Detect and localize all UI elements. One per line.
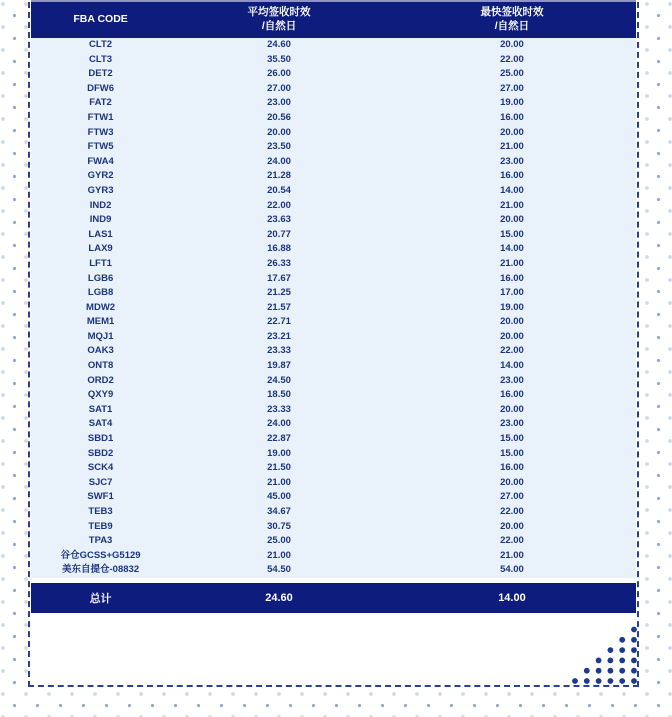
cell-fastest-time: 20.00: [500, 39, 524, 50]
table-row: [31, 417, 636, 432]
cell-avg-time: 16.88: [267, 243, 291, 255]
cell-fba-code: FTW3: [87, 126, 114, 138]
cell-fastest-time: 27.00: [500, 82, 524, 94]
table-row: [31, 242, 636, 257]
cell-fba-code: OAK3: [87, 345, 114, 357]
cell-fba-code: QXY9: [87, 389, 114, 401]
table-row: [31, 272, 636, 287]
cell-fastest-time: 20.00: [500, 403, 524, 415]
total-fastest-value: 14.00: [498, 591, 526, 604]
table-row: [31, 301, 636, 316]
table-row: [31, 257, 636, 272]
cell-fba-code: SJC7: [88, 476, 113, 488]
cell-avg-time: 23.00: [267, 97, 291, 109]
table-row: [31, 359, 636, 374]
cell-avg-time: 54.50: [267, 564, 291, 576]
cell-fastest-time: 19.00: [500, 301, 524, 313]
cell-fastest-time: 14.00: [500, 360, 524, 372]
header-fba-code: FBA CODE: [73, 13, 128, 26]
cell-fba-code: LGB6: [87, 272, 114, 284]
cell-fastest-time: 23.00: [500, 374, 524, 386]
cell-fastest-time: 23.00: [500, 418, 524, 430]
cell-avg-time: 30.75: [267, 520, 291, 532]
cell-fba-code: FWA4: [87, 155, 114, 167]
cell-avg-time: 20.77: [267, 228, 291, 240]
cell-fba-code: MDW2: [86, 301, 116, 313]
cell-fba-code: SBD2: [87, 447, 114, 459]
cell-fastest-time: 17.00: [500, 287, 524, 299]
cell-avg-time: 21.50: [267, 462, 291, 474]
total-avg-value: 24.60: [265, 591, 293, 604]
cell-fba-code: CLT2: [89, 39, 113, 50]
cell-avg-time: 23.50: [267, 141, 291, 153]
cell-fba-code: IND2: [89, 199, 112, 211]
cell-fba-code: DFW6: [87, 82, 115, 94]
cell-fba-code: DET2: [88, 68, 113, 80]
cell-fba-code: GYR3: [87, 184, 114, 196]
cell-avg-time: 26.00: [267, 68, 291, 80]
cell-avg-time: 21.25: [267, 287, 291, 299]
cell-avg-time: 20.00: [267, 126, 291, 138]
cell-fastest-time: 21.00: [500, 141, 524, 153]
cell-avg-time: 21.28: [267, 170, 291, 182]
cell-fastest-time: 16.00: [500, 111, 524, 123]
cell-avg-time: 26.33: [267, 257, 291, 269]
cell-fba-code: TPA3: [88, 535, 113, 547]
cell-avg-time: 22.87: [267, 433, 291, 445]
cell-avg-time: 18.50: [267, 389, 291, 401]
cell-fba-code: 美东自提仓-08832: [62, 564, 140, 576]
cell-avg-time: 20.56: [267, 111, 291, 123]
cell-fba-code: ORD2: [87, 374, 114, 386]
cell-fba-code: SAT4: [88, 418, 113, 430]
table-row: [31, 213, 636, 228]
cell-avg-time: 19.87: [267, 360, 291, 372]
cell-fastest-time: 25.00: [500, 68, 524, 80]
cell-avg-time: 25.00: [267, 535, 291, 547]
header-fastest-line2: /自然日: [494, 20, 530, 32]
total-label: 总计: [89, 592, 112, 605]
cell-fba-code: LAS1: [88, 228, 113, 240]
cell-fastest-time: 22.00: [500, 53, 524, 65]
cell-fastest-time: 14.00: [500, 184, 524, 196]
cell-fastest-time: 19.00: [500, 97, 524, 109]
cell-fba-code: TEB9: [88, 520, 113, 532]
cell-fastest-time: 15.00: [500, 433, 524, 445]
table-row: [31, 140, 636, 155]
corner-dots-decoration: [563, 625, 641, 689]
cell-fastest-time: 23.00: [500, 155, 524, 167]
table-row: [31, 388, 636, 403]
cell-avg-time: 21.57: [267, 301, 291, 313]
cell-fba-code: CLT3: [89, 53, 113, 65]
table-row: [31, 534, 636, 549]
cell-fba-code: FAT2: [89, 97, 112, 109]
cell-fastest-time: 21.00: [500, 257, 524, 269]
table-row: [31, 286, 636, 301]
cell-avg-time: 21.00: [267, 549, 291, 561]
cell-avg-time: 45.00: [267, 491, 291, 503]
cell-fastest-time: 20.00: [500, 316, 524, 328]
cell-fba-code: SCK4: [87, 462, 114, 474]
cell-fba-code: SWF1: [87, 491, 114, 503]
cell-avg-time: 19.00: [267, 447, 291, 459]
table-row: [31, 53, 636, 68]
cell-avg-time: 20.54: [267, 184, 291, 196]
table-row: [31, 169, 636, 184]
cell-fba-code: MQJ1: [87, 330, 114, 342]
cell-fastest-time: 16.00: [500, 272, 524, 284]
cell-fba-code: GYR2: [87, 170, 114, 182]
cell-avg-time: 22.71: [267, 316, 291, 328]
delivery-time-table: [31, 0, 636, 613]
cell-fastest-time: 16.00: [500, 170, 524, 182]
cell-avg-time: 24.00: [267, 155, 291, 167]
cell-avg-time: 23.63: [267, 214, 291, 226]
header-fastest-receipt-time: [388, 6, 636, 33]
cell-avg-time: 23.33: [267, 403, 291, 415]
table-row: [31, 315, 636, 330]
table-row: [31, 403, 636, 418]
cell-fba-code: LGB8: [87, 287, 114, 299]
table-row: [31, 199, 636, 214]
cell-avg-time: 34.67: [267, 506, 291, 517]
cell-fastest-time: 14.00: [500, 243, 524, 255]
table-row: [31, 344, 636, 359]
table-row: [31, 490, 636, 505]
table-row: [31, 126, 636, 141]
cell-fastest-time: 20.00: [500, 330, 524, 342]
table-row: [31, 520, 636, 535]
table-row: [31, 505, 636, 520]
report-card: [28, 0, 639, 687]
cell-fba-code: LAX9: [88, 243, 113, 255]
cell-fastest-time: 22.00: [500, 345, 524, 357]
cell-fastest-time: 22.00: [500, 535, 524, 547]
table-row: [31, 447, 636, 462]
cell-avg-time: 35.50: [267, 53, 291, 65]
table-row: [31, 374, 636, 389]
header-fastest-line1: 最快签收时效: [480, 6, 544, 19]
cell-fba-code: LFT1: [89, 257, 112, 269]
table-row: [31, 461, 636, 476]
table-row: [31, 476, 636, 491]
cell-fastest-time: 21.00: [500, 549, 524, 561]
cell-fastest-time: 21.00: [500, 199, 524, 211]
table-row: [31, 330, 636, 345]
cell-fastest-time: 27.00: [500, 491, 524, 503]
table-row: [31, 96, 636, 111]
header-avg-line2: /自然日: [261, 20, 297, 32]
cell-fastest-time: 22.00: [500, 506, 524, 517]
cell-avg-time: 24.00: [267, 418, 291, 430]
cell-avg-time: 23.21: [267, 330, 291, 342]
cell-fastest-time: 20.00: [500, 476, 524, 488]
cell-fastest-time: 20.00: [500, 520, 524, 532]
table-body: [31, 38, 636, 578]
cell-fastest-time: 20.00: [500, 126, 524, 138]
cell-fba-code: FTW1: [87, 111, 114, 123]
table-header-row: [31, 2, 636, 38]
cell-fba-code: FTW5: [87, 141, 114, 153]
table-row: [31, 549, 636, 564]
cell-avg-time: 17.67: [267, 272, 291, 284]
cell-fba-code: ONT8: [87, 360, 114, 372]
cell-fastest-time: 16.00: [500, 462, 524, 474]
cell-avg-time: 23.33: [267, 345, 291, 357]
table-row: [31, 111, 636, 126]
cell-avg-time: 21.00: [267, 476, 291, 488]
cell-fastest-time: 54.00: [500, 564, 524, 576]
header-avg-receipt-time: [170, 6, 388, 33]
table-row: [31, 563, 636, 578]
table-row: [31, 155, 636, 170]
cell-fba-code: 谷仓GCSS+G5129: [60, 549, 141, 561]
cell-fba-code: SAT1: [88, 403, 113, 415]
cell-avg-time: 24.60: [267, 39, 291, 50]
cell-avg-time: 27.00: [267, 82, 291, 94]
cell-fastest-time: 15.00: [500, 228, 524, 240]
cell-fastest-time: 20.00: [500, 214, 524, 226]
table-row: [31, 82, 636, 97]
cell-fba-code: MEM1: [86, 316, 115, 328]
total-row: [31, 583, 636, 613]
table-row: [31, 38, 636, 53]
cell-fba-code: TEB3: [88, 506, 113, 517]
cell-fba-code: SBD1: [87, 433, 114, 445]
header-avg-line1: 平均签收时效: [247, 6, 311, 19]
cell-avg-time: 22.00: [267, 199, 291, 211]
cell-avg-time: 24.50: [267, 374, 291, 386]
table-row: [31, 184, 636, 199]
cell-fastest-time: 15.00: [500, 447, 524, 459]
table-row: [31, 432, 636, 447]
table-row: [31, 228, 636, 243]
cell-fba-code: IND9: [89, 214, 112, 226]
table-row: [31, 67, 636, 82]
cell-fastest-time: 16.00: [500, 389, 524, 401]
